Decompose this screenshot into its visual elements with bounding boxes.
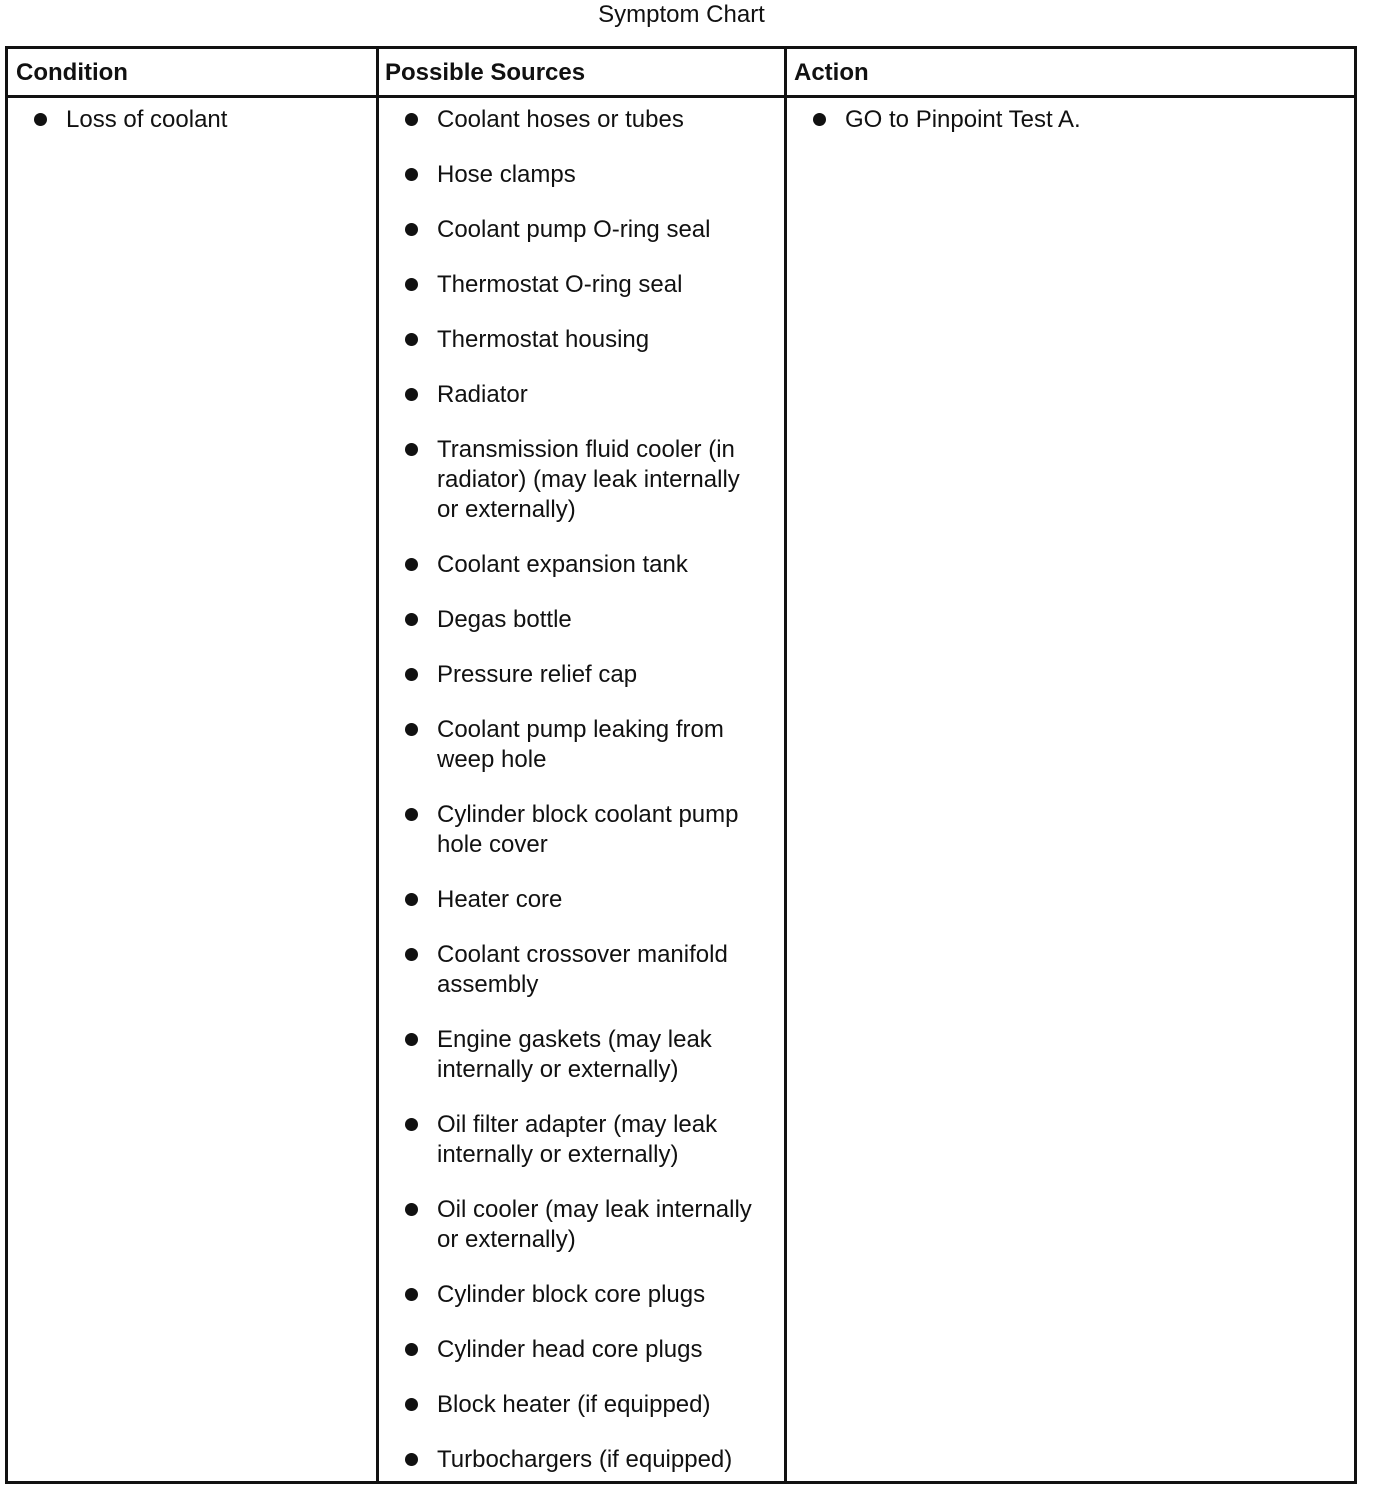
source-item-text: Radiator [437,381,528,408]
source-item [379,885,779,915]
condition-item-text: Loss of coolant [66,106,228,133]
header-divider [8,95,1354,98]
symptom-chart-table [5,46,1357,1484]
source-item [379,160,779,190]
action-list [787,105,1347,160]
bullet-icon [405,113,418,126]
source-item [379,940,779,1000]
source-item-text: Oil filter adapter (may leak internally or externally) [437,1111,718,1168]
source-item [379,1335,779,1365]
action-item [787,105,1347,135]
source-item [379,1445,779,1475]
action-item-text: GO to Pinpoint Test A. [845,106,1081,133]
source-item [379,1195,779,1255]
condition-list [8,105,368,160]
bullet-icon [34,113,47,126]
source-item-text: Pressure relief cap [437,661,638,688]
bullet-icon [405,723,418,736]
bullet-icon [405,223,418,236]
bullet-icon [405,558,418,571]
source-item-text: Hose clamps [437,161,576,188]
bullet-icon [405,808,418,821]
bullet-icon [405,388,418,401]
source-item-text: Cylinder block core plugs [437,1281,706,1308]
source-item [379,435,779,525]
bullet-icon [405,1343,418,1356]
source-item [379,105,779,135]
bullet-icon [405,613,418,626]
header-action: Action [794,59,869,86]
bullet-icon [405,893,418,906]
possible-sources-list [379,105,779,1500]
source-item [379,550,779,580]
source-item [379,715,779,775]
bullet-icon [405,1398,418,1411]
source-item-text: Transmission fluid cooler (in radiator) (may leak internally or externally) [437,436,740,523]
bullet-icon [813,113,826,126]
source-item [379,800,779,860]
source-item-text: Degas bottle [437,606,572,633]
source-item [379,1025,779,1085]
source-item-text: Coolant hoses or tubes [437,106,684,133]
source-item [379,270,779,300]
source-item [379,1110,779,1170]
source-item-text: Cylinder block coolant pump hole cover [437,801,739,858]
source-item [379,380,779,410]
page-title: Symptom Chart [598,1,765,28]
header-condition: Condition [16,59,128,86]
bullet-icon [405,1033,418,1046]
source-item-text: Coolant pump O-ring seal [437,216,711,243]
bullet-icon [405,1203,418,1216]
source-item [379,215,779,245]
bullet-icon [405,668,418,681]
source-item [379,605,779,635]
bullet-icon [405,443,418,456]
bullet-icon [405,1453,418,1466]
source-item-text: Coolant crossover manifold assembly [437,941,728,998]
bullet-icon [405,278,418,291]
bullet-icon [405,333,418,346]
bullet-icon [405,168,418,181]
source-item-text: Engine gaskets (may leak internally or externally) [437,1026,712,1083]
source-item [379,660,779,690]
source-item-text: Heater core [437,886,563,913]
source-item-text: Cylinder head core plugs [437,1336,703,1363]
bullet-icon [405,1288,418,1301]
source-item [379,1390,779,1420]
source-item-text: Oil cooler (may leak internally or externally) [437,1196,752,1253]
source-item-text: Coolant pump leaking from weep hole [437,716,724,773]
bullet-icon [405,948,418,961]
header-possible-sources: Possible Sources [385,59,586,86]
column-divider [784,49,787,1481]
source-item-text: Thermostat O-ring seal [437,271,683,298]
source-item-text: Turbochargers (if equipped) [437,1446,733,1473]
source-item-text: Block heater (if equipped) [437,1391,711,1418]
condition-item [8,105,368,135]
source-item-text: Coolant expansion tank [437,551,688,578]
source-item [379,325,779,355]
bullet-icon [405,1118,418,1131]
source-item [379,1280,779,1310]
source-item-text: Thermostat housing [437,326,650,353]
